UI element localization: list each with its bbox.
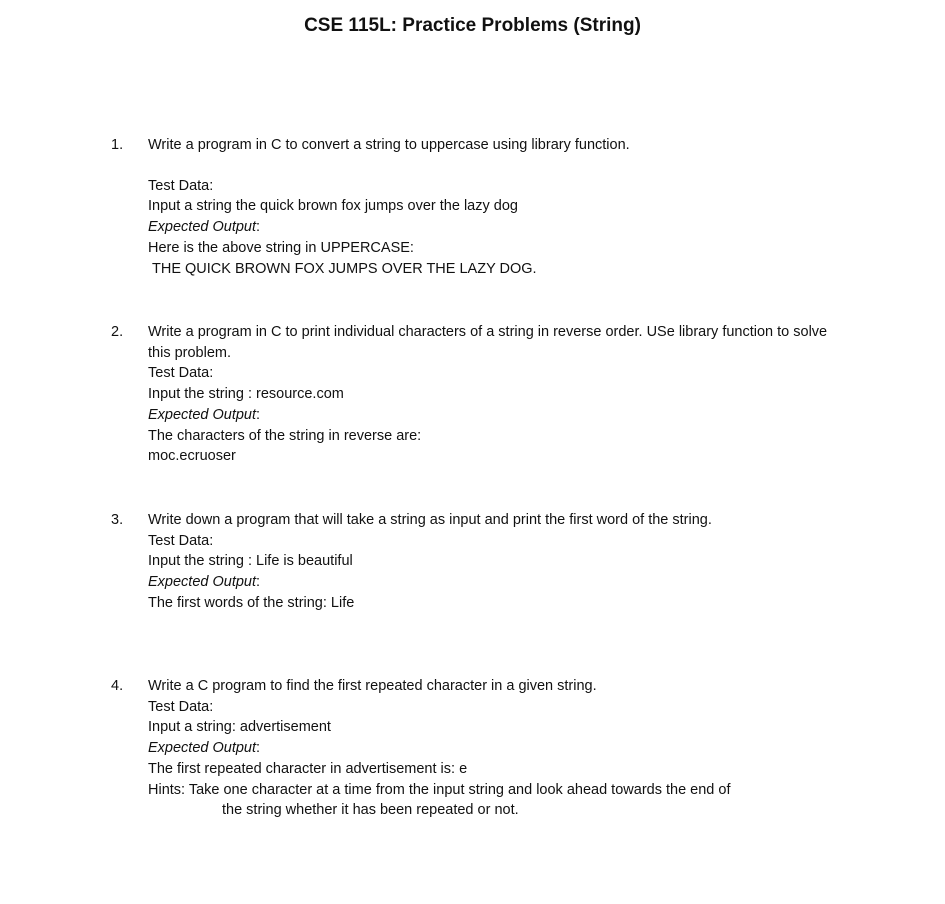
problem-number: 1. xyxy=(111,137,124,153)
problem-body xyxy=(148,135,838,279)
problem-body xyxy=(148,322,838,467)
expected-output-label xyxy=(148,405,838,426)
problem-statement: Write a program in C to convert a string to uppercase using library function. xyxy=(148,137,630,153)
test-input: Input the string : Life is beautiful xyxy=(148,553,353,570)
test-input: Input a string: advertisement xyxy=(148,719,331,736)
test-data-label: Test Data: xyxy=(148,698,214,715)
problem-body xyxy=(148,676,838,821)
problem-body xyxy=(148,510,838,614)
problem-statement: Write a program in C to print individual characters of a string in reverse order. USe library function to solve this problem. xyxy=(148,324,828,361)
expected-output-text: Expected Output xyxy=(148,740,257,757)
problem-number: 2. xyxy=(111,324,124,340)
problem-statement: Write down a program that will take a string as input and print the first word of the string. xyxy=(148,512,712,528)
page-title: CSE 115L: Practice Problems (String) xyxy=(304,15,641,36)
expected-output-text: Expected Output xyxy=(148,219,257,236)
problem-number: 4. xyxy=(111,678,124,694)
output-line: The characters of the string in reverse are: xyxy=(148,427,422,444)
output-line: moc.ecruoser xyxy=(148,448,236,465)
expected-output-text: Expected Output xyxy=(148,406,257,423)
test-input: Input the string : resource.com xyxy=(148,386,344,403)
output-line: THE QUICK BROWN FOX JUMPS OVER THE LAZY DOG. xyxy=(152,260,537,277)
expected-output-colon: : xyxy=(256,574,261,591)
output-line: The first repeated character in advertisement is: e xyxy=(148,760,468,777)
test-data-label: Test Data: xyxy=(148,532,214,549)
test-data-label: Test Data: xyxy=(148,365,214,382)
expected-output-text: Expected Output xyxy=(148,574,257,591)
output-line: Here is the above string in UPPERCASE: xyxy=(148,239,414,256)
output-line: The first words of the string: Life xyxy=(148,594,355,611)
problem-number: 3. xyxy=(111,512,124,528)
expected-output-label xyxy=(148,217,838,238)
expected-output-label xyxy=(148,572,838,593)
problem-statement: Write a C program to find the first repeated character in a given string. xyxy=(148,678,597,694)
test-input: Input a string the quick brown fox jumps over the lazy dog xyxy=(148,198,518,215)
expected-output-colon: : xyxy=(256,740,261,757)
expected-output-label xyxy=(148,738,838,759)
expected-output-colon: : xyxy=(256,219,261,236)
hint-line-continued: the string whether it has been repeated or not. xyxy=(222,802,519,819)
expected-output-colon: : xyxy=(256,406,261,423)
test-data-label: Test Data: xyxy=(148,177,214,194)
hint-line: Hints: Take one character at a time from the input string and look ahead towards the end of xyxy=(148,781,731,798)
